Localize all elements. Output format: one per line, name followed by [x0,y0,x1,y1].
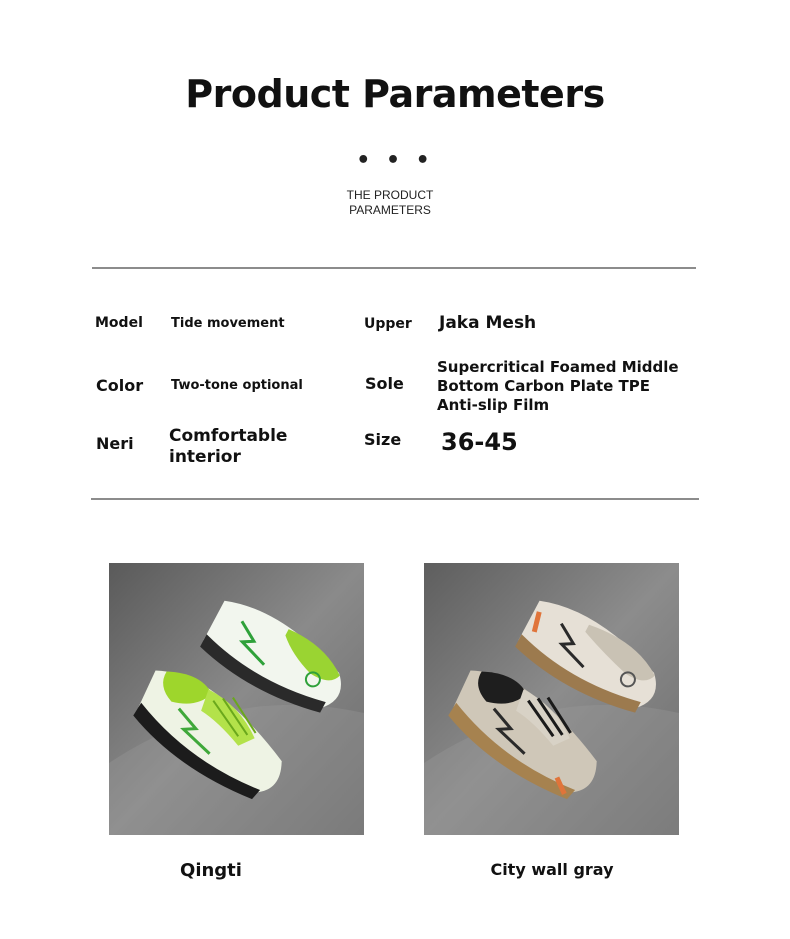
neri-value: Comfortable interior [169,426,288,467]
page-title: Product Parameters [185,72,605,116]
sole-label: Sole [365,374,404,393]
variant-caption-qingti: Qingti [180,860,242,881]
size-label: Size [364,430,402,449]
color-value: Two-tone optional [171,378,303,393]
top-divider [92,267,696,269]
variant-caption-city-wall-gray: City wall gray [490,860,614,879]
product-photo-city-wall-gray [424,563,679,835]
subtitle-line-1: THE PRODUCT [346,188,434,202]
model-value: Tide movement [171,316,285,331]
shoe-illustration-green [109,563,364,835]
upper-value: Jaka Mesh [439,313,537,333]
sole-value: Supercritical Foamed Middle Bottom Carbon Plate TPE Anti-slip Film [437,358,679,414]
shoe-illustration-gray [424,563,679,835]
color-label: Color [96,376,144,395]
product-photo-qingti [109,563,364,835]
model-label: Model [95,315,143,331]
upper-label: Upper [364,316,412,332]
subtitle-line-2: PARAMETERS [349,203,431,217]
bottom-divider [91,498,699,500]
neri-label: Neri [96,434,134,453]
ellipsis-divider: • • • [356,148,434,173]
size-value: 36-45 [441,428,518,456]
subtitle [290,188,490,218]
